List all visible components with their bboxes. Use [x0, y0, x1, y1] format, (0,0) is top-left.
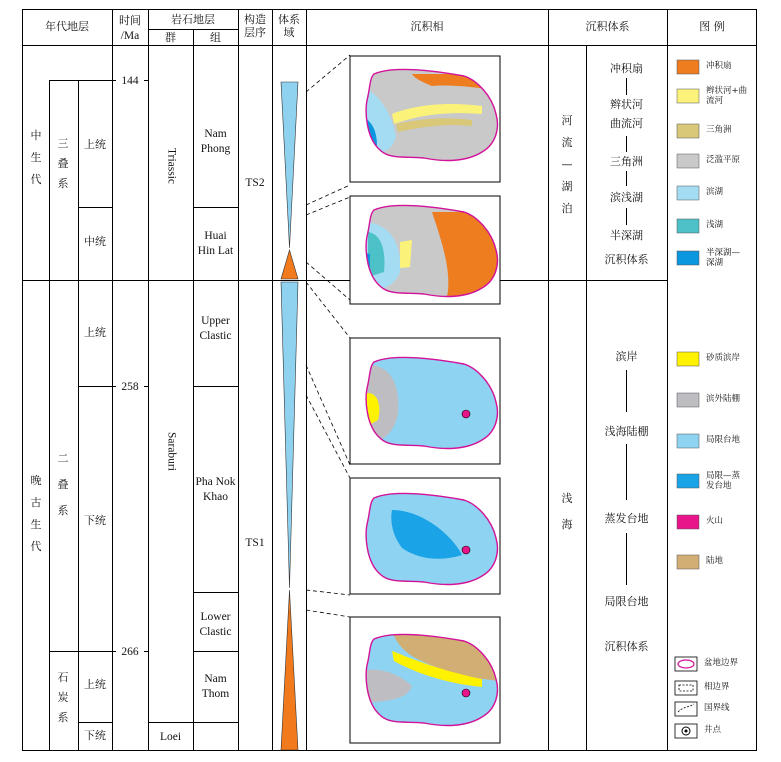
- age-266: 266: [116, 645, 144, 659]
- legend-swatch-sandy-shore: [677, 352, 699, 366]
- legend-label-braided-meandering: 辫状河+曲流河: [706, 86, 748, 106]
- legend-label-national-border: 国界线: [704, 703, 730, 713]
- series-permian-lower: 下统: [84, 514, 106, 527]
- formation-nam-phong-line1: Nam: [204, 128, 227, 140]
- legend-swatch-evaporite-platform: [677, 474, 699, 488]
- header-tectonic-sequence: 构造层序: [244, 13, 266, 40]
- formation-lower-clastic-line2: Clastic: [199, 626, 232, 638]
- legend-label-offshore-shelf: 滨外陆棚: [706, 394, 741, 404]
- header-time: 时间: [119, 14, 141, 27]
- formation-pha-nok-khao-line1: Pha Nok: [195, 476, 236, 488]
- formation-upper-clastic-line2: Clastic: [199, 330, 232, 342]
- series-carboniferous-upper: 上统: [84, 678, 106, 691]
- group-triassic: Triassic: [165, 148, 178, 184]
- legend-swatch-braided-meandering: [677, 89, 699, 103]
- series-triassic-upper: 上统: [84, 138, 106, 151]
- legend-label-land: 陆地: [706, 556, 724, 566]
- formation-huai-hin-lat-line2: Hin Lat: [197, 245, 234, 257]
- series-carboniferous-lower: 下统: [84, 729, 106, 742]
- formation-upper-clastic-line1: Upper: [201, 315, 230, 327]
- national-border-icon: [675, 702, 697, 716]
- legend-swatch-alluvial-fan: [677, 60, 699, 74]
- facies-boundary-icon: [675, 681, 697, 695]
- header-legend: 图 例: [699, 20, 725, 33]
- sequence-ts1: TS1: [245, 537, 265, 549]
- system-permian: 二叠系: [57, 452, 69, 517]
- formation-pha-nok-khao-line2: Khao: [203, 491, 228, 503]
- formation-nam-phong-line2: Phong: [200, 143, 231, 155]
- dep-item-system-upper: 沉积体系: [604, 253, 649, 266]
- well-point-icon: [675, 724, 697, 738]
- dep-item-braided-river: 辫状河: [610, 98, 643, 111]
- age-258: 258: [116, 380, 144, 394]
- legend-swatch-flood-plain: [677, 154, 699, 168]
- dep-type-fluvial-lacustrine: 河流—湖泊: [561, 114, 573, 215]
- series-permian-upper: 上统: [84, 326, 106, 339]
- legend-swatch-deep-lake: [677, 251, 699, 265]
- dep-item-system-lower: 沉积体系: [604, 640, 649, 653]
- system-triassic: 三叠系: [57, 137, 69, 190]
- legend-label-sandy-shore: 砂质滨岸: [706, 353, 741, 363]
- series-triassic-middle: 中统: [84, 235, 106, 248]
- era-mesozoic: 中生代: [30, 129, 42, 186]
- header-formation: 组: [210, 31, 221, 44]
- system-carboniferous: 石炭系: [57, 671, 69, 724]
- basin-boundary-icon: [675, 657, 697, 671]
- sequence-ts2: TS2: [245, 177, 265, 189]
- dep-item-evaporite-platform: 蒸发台地: [604, 512, 649, 525]
- header-era-strata: 年代地层: [45, 20, 89, 33]
- legend-swatch-offshore-shelf: [677, 393, 699, 407]
- legend-label-facies-boundary: 相边界: [704, 682, 730, 692]
- legend-swatch-volcano: [677, 515, 699, 529]
- dep-item-restricted-platform: 局限台地: [604, 595, 649, 608]
- legend-label-evaporite-platform: 局限—蒸发台地: [706, 471, 741, 491]
- formation-lower-clastic-line1: Lower: [200, 611, 231, 623]
- legend-swatch-delta: [677, 124, 699, 138]
- legend-label-deep-lake: 半深湖—深湖: [706, 248, 741, 268]
- formation-nam-thom-line2: Thom: [201, 688, 230, 700]
- header-group: 群: [165, 31, 176, 44]
- header-rock-strata: 岩石地层: [171, 13, 215, 26]
- legend-label-well-point: 井点: [704, 725, 722, 735]
- legend-swatch-land: [677, 555, 699, 569]
- dep-type-shallow-marine: 浅海: [561, 492, 573, 531]
- age-144: 144: [116, 74, 144, 88]
- header-facies: 沉积相: [410, 20, 444, 33]
- dep-item-shore: 滨岸: [615, 350, 638, 363]
- dep-item-semi-deep-lake: 半深湖: [610, 229, 643, 242]
- legend-swatch-shallow-lake: [677, 219, 699, 233]
- legend-label-delta: 三角洲: [706, 125, 732, 135]
- legend-label-restricted-platform: 局限台地: [706, 435, 741, 445]
- group-saraburi: Saraburi: [165, 432, 178, 471]
- formation-nam-thom-line1: Nam: [204, 673, 227, 685]
- dep-item-delta: 三角洲: [610, 155, 643, 168]
- header-depositional-system: 沉积体系: [585, 20, 630, 33]
- legend-swatch-restricted-platform: [677, 434, 699, 448]
- legend-label-shallow-lake: 浅湖: [706, 220, 724, 230]
- legend-label-flood-plain: 泛滥平原: [706, 155, 741, 165]
- legend-label-alluvial-fan: 冲积扇: [706, 61, 732, 71]
- group-loei: Loei: [159, 731, 182, 743]
- dep-item-shore-shallow-lake: 滨浅湖: [610, 191, 643, 204]
- era-late-paleozoic: 晚古生代: [30, 474, 42, 553]
- header-time-unit: /Ma: [120, 30, 140, 42]
- dep-item-alluvial-fan: 冲积扇: [610, 62, 643, 75]
- header-systems-tract: 体系域: [278, 13, 300, 40]
- legend-swatch-shore-lake: [677, 186, 699, 200]
- legend-label-shore-lake: 滨湖: [706, 187, 724, 197]
- dep-item-shallow-shelf: 浅海陆棚: [604, 425, 649, 438]
- legend-label-volcano: 火山: [706, 516, 724, 526]
- dep-item-meandering-river: 曲流河: [610, 117, 643, 130]
- legend-label-basin-boundary: 盆地边界: [704, 658, 739, 668]
- formation-huai-hin-lat-line1: Huai: [204, 230, 227, 242]
